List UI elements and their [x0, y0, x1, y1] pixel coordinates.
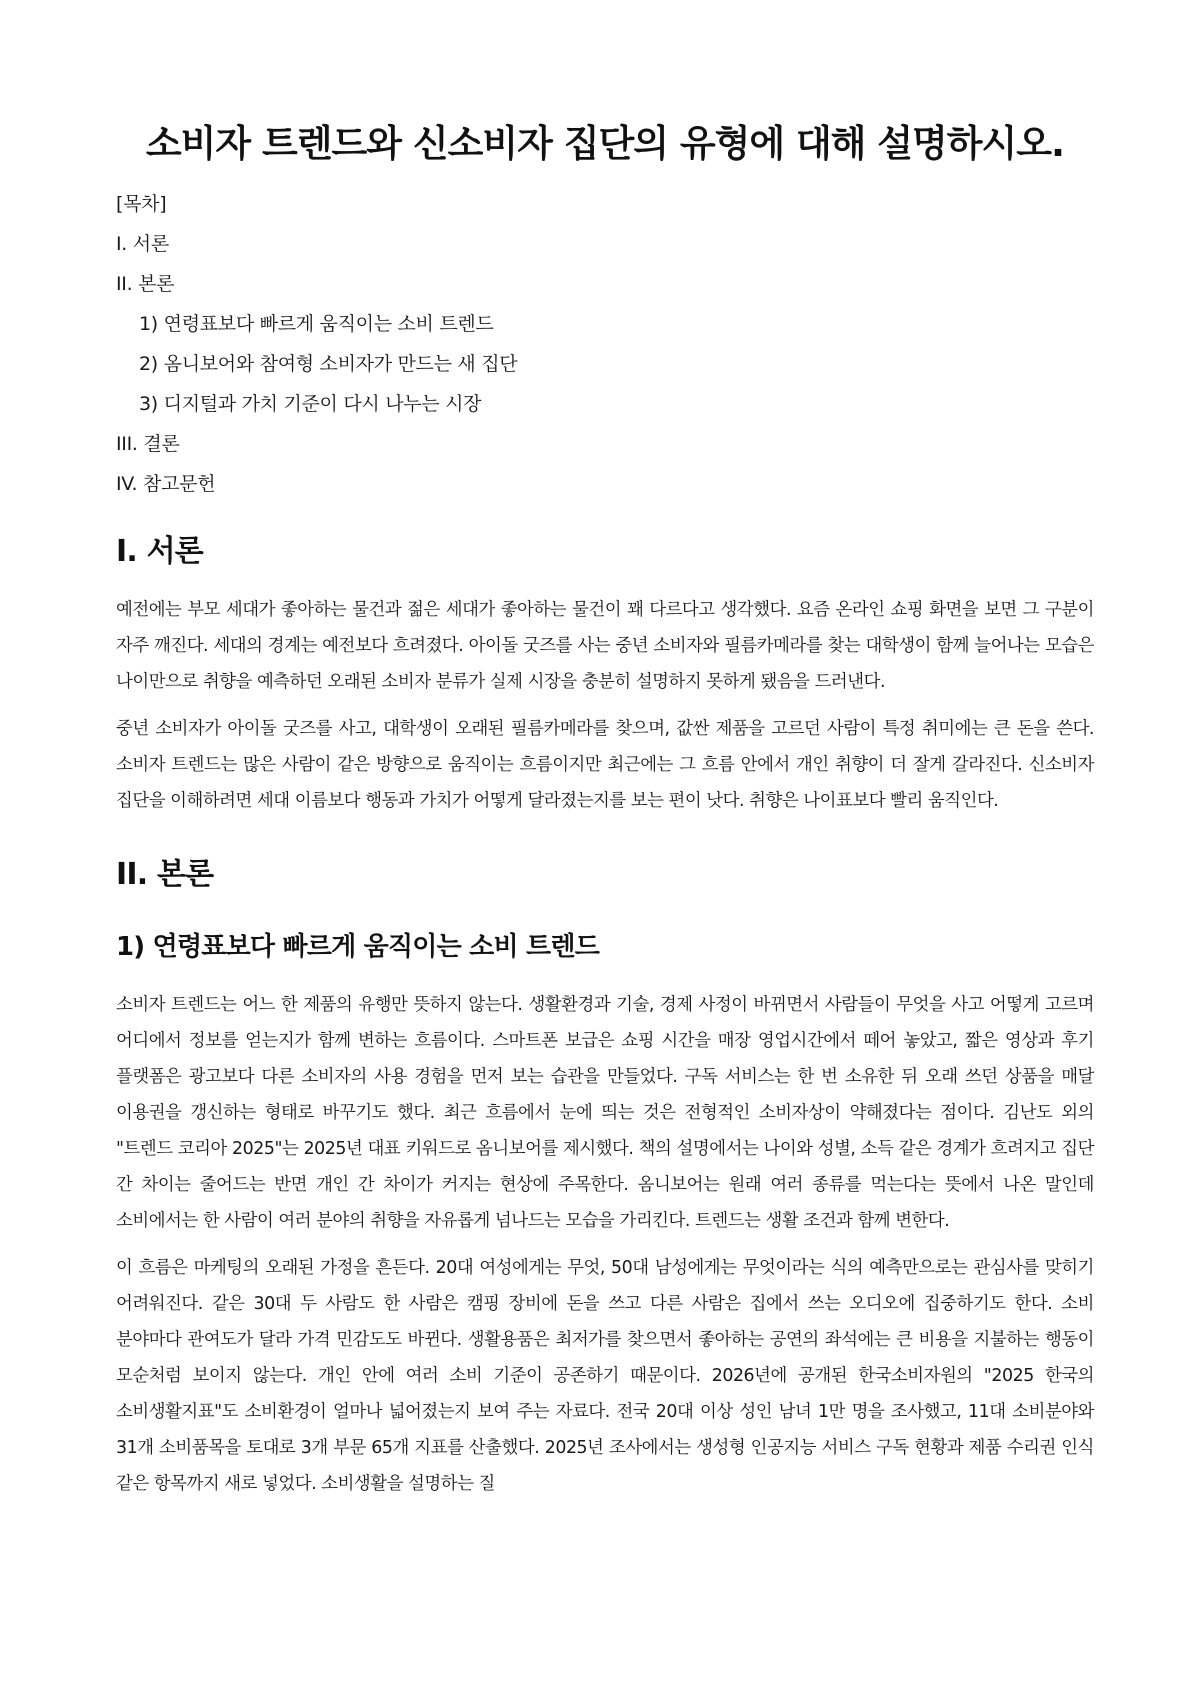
body-section-1-paragraph: 소비자 트렌드는 어느 한 제품의 유행만 뜻하지 않는다. 생활환경과 기술, 경제 사정이 바뀌면서 사람들이 무엇을 사고 어떻게 고르며 어디에서 정보를 얻는지가 함께 변하는 흐름이다. 스마트폰 보급은 쇼핑 시간을 매장 영업시간에서 떼어 놓았고, 짧은 영상과 후기 플랫폼은 광고보다 다른 소비자의 사용 경험을 먼저 보는 습관을 만들었다. 구독 서비스는 한 번 소유한 뒤 오래 쓰던 상품을 매달 이용권을 갱신하는 형태로 바꾸기도 했다. 최근 흐름에서 눈에 띄는 것은 전형적인 소비자상이 약해졌다는 점이다. 김난도 외의 "트렌드 코리아 2025"는 2025년 대표 키워드로 옴니보어를 제시했다. 책의 설명에서는 나이와 성별, 소득 같은 경계가 흐려지고 집단 간 차이는 줄어드는 반면 개인 간 차이가 커지는 현상에 주목한다. 옴니보어는 원래 여러 종류를 먹는다는 뜻에서 나온 말인데 소비에서는 한 사람이 여러 분야의 취향을 자유롭게 넘나드는 모습을 가리킨다. 트렌드는 생활 조건과 함께 변한다.	[116, 995, 1094, 1231]
introduction-paragraph: 중년 소비자가 아이돌 굿즈를 사고, 대학생이 오래된 필름카메라를 찾으며, 값싼 제품을 고르던 사람이 특정 취미에는 큰 돈을 쓴다. 소비자 트렌드는 많은 사람이 같은 방향으로 움직이는 흐름이지만 최근에는 그 흐름 안에서 개인 취향이 더 잘게 갈라진다. 신소비자 집단을 이해하려면 세대 이름보다 행동과 가치가 어떻게 달라졌는지를 보는 편이 낫다. 취향은 나이표보다 빨리 움직인다.	[116, 719, 1094, 811]
toc-item-references: IV. 참고문헌	[116, 473, 216, 495]
toc-item-conclusion: III. 결론	[116, 433, 180, 455]
toc-item-body-section-3: 3) 디지털과 가치 기준이 다시 나누는 시장	[139, 393, 482, 415]
introduction-heading: I. 서론	[116, 534, 203, 569]
toc-item-body-section-2: 2) 옴니보어와 참여형 소비자가 만드는 새 집단	[139, 353, 518, 375]
toc-heading: [목차]	[116, 193, 167, 215]
introduction-paragraph: 예전에는 부모 세대가 좋아하는 물건과 젊은 세대가 좋아하는 물건이 꽤 다르다고 생각했다. 요즘 온라인 쇼핑 화면을 보면 그 구분이 자주 깨진다. 세대의 경계는 예전보다 흐려졌다. 아이돌 굿즈를 사는 중년 소비자와 필름카메라를 찾는 대학생이 함께 늘어나는 모습은 나이만으로 취향을 예측하던 오래된 소비자 분류가 실제 시장을 충분히 설명하지 못하게 됐음을 드러낸다.	[116, 600, 1094, 692]
toc-item-body: II. 본론	[116, 273, 175, 295]
document-title: 소비자 트렌드와 신소비자 집단의 유형에 대해 설명하시오.	[145, 122, 1065, 165]
toc-item-introduction: I. 서론	[116, 233, 169, 255]
body-section-1-heading: 1) 연령표보다 빠르게 움직이는 소비 트렌드	[116, 932, 600, 962]
body-section-1-paragraph: 이 흐름은 마케팅의 오래된 가정을 흔든다. 20대 여성에게는 무엇, 50대 남성에게는 무엇이라는 식의 예측만으로는 관심사를 맞히기 어려워진다. 같은 30대 두 사람도 한 사람은 캠핑 장비에 돈을 쓰고 다른 사람은 집에서 쓰는 오디오에 집중하기도 한다. 소비 분야마다 관여도가 달라 가격 민감도도 바뀐다. 생활용품은 최저가를 찾으면서 좋아하는 공연의 좌석에는 큰 비용을 지불하는 행동이 모순처럼 보이지 않는다. 개인 안에 여러 소비 기준이 공존하기 때문이다. 2026년에 공개된 한국소비자원의 "2025 한국의 소비생활지표"도 소비환경이 얼마나 넓어졌는지 보여 주는 자료다. 전국 20대 이상 성인 남녀 1만 명을 조사했고, 11대 소비분야와 31개 소비품목을 토대로 3개 부문 65개 지표를 산출했다. 2025년 조사에서는 생성형 인공지능 서비스 구독 현황과 제품 수리권 인식 같은 항목까지 새로 넣었다. 소비생활을 설명하는 질	[116, 1258, 1094, 1494]
table-of-contents	[116, 192, 1094, 496]
body-heading: II. 본론	[116, 857, 214, 892]
toc-item-body-section-1: 1) 연령표보다 빠르게 움직이는 소비 트렌드	[139, 313, 494, 335]
